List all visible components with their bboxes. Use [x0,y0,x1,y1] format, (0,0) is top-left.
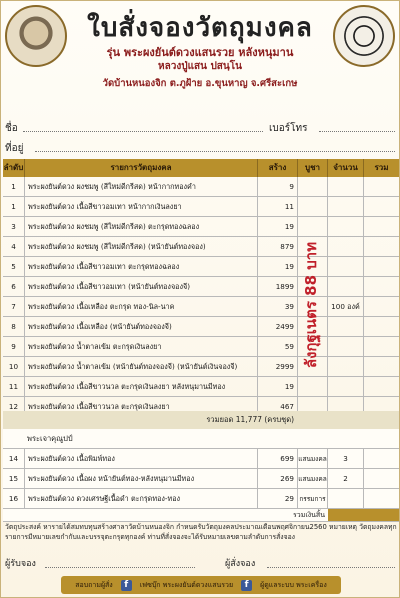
row-amount[interactable]: 3 [328,449,364,469]
table-row[interactable] [3,449,399,469]
row-made: 269 [258,469,298,489]
row-item: พระผงยันต์ดวง เนื้อสีขาวนวล ตะกรุดเงินลงยา หลังหนุมานมีทอง [25,377,258,397]
table-row[interactable] [3,317,399,337]
row-no: 8 [3,317,25,337]
col-item: รายการวัตถุมงคล [25,159,258,177]
amulet-series: รุ่น พระผงยันต์ดวงแสนรวย หลังหนุมาน [106,46,294,59]
row-total[interactable] [364,257,399,277]
row-made: 9 [258,177,298,197]
row-total[interactable] [364,357,399,377]
monk-portrait-icon [5,5,67,67]
row-item: พระผงยันต์ดวง เนื้อเหลือง ตะกรุด ทอง-นิล-นาค [25,297,258,317]
table-row[interactable] [3,217,399,237]
table-row[interactable] [3,177,399,197]
temple-address: วัดบ้านหนองจิก ต.ภูฝ้าย อ.ขุนหาญ จ.ศรีสะเกษ [102,78,298,89]
row-item: พระผงยันต์ดวง เนื้อผง หน้ายันต์ทอง-หลังหนุมานมีทอง [25,469,258,489]
row-made: 879 [258,237,298,257]
row-amount[interactable]: 2 [328,469,364,489]
row-total[interactable] [364,317,399,337]
section-title: พระเจาคุณูปป์ [27,434,73,443]
row-amount[interactable] [328,277,364,297]
row-no: 10 [3,357,25,377]
row-total[interactable] [364,177,399,197]
row-item: พระผงยันต์ดวง เนื้อสีขาวอมเทา (หน้ายันต์ทองจองจี) [25,277,258,297]
row-price: กรรมการ [298,489,328,509]
col-price: บูชา [298,159,328,177]
row-no: 9 [3,337,25,357]
monk-name: หลวงปู่แสน ปสนฺโน [158,61,242,72]
row-amount[interactable] [328,197,364,217]
table-row[interactable] [3,377,399,397]
row-no: 1 [3,197,25,217]
row-made: 29 [258,489,298,509]
subtotal-label: รวมยอด 11,777 (ครบชุด) [206,415,294,424]
row-made: 59 [258,337,298,357]
table-row[interactable] [3,237,399,257]
table-row[interactable] [3,337,399,357]
row-item: พระผงยันต์ดวง ดวงเศรษฐีเนื้อดำ ตะกรุดทอง-ทอง [25,489,258,509]
form-title: ใบสั่งจองวัตถุมงคล [87,13,313,43]
row-total[interactable] [364,197,399,217]
row-amount[interactable] [328,337,364,357]
notes-text: วัตถุประสงค์ หารายได้สมทบทุนสร้างศาลาวัดบ้านหนองจิก กำหนดรับวัตถุมงคลประมาณเดือนพฤศจิกายน2560 หมายเหตุ วัตถุมงคลทุกรายการมีหมายเลขกำกับและบรรจุตะกรุดทุกองค์ ท่านที่สั่งจองจะได้รับหมายเลขตามลำดับการสั่งจอง [5,523,397,541]
row-amount[interactable]: 100 องค์ [328,297,364,317]
table-row[interactable] [3,469,399,489]
row-no: 1 [3,177,25,197]
receiver-signature-label: ผู้รับจอง [5,559,36,569]
row-total[interactable] [364,277,399,297]
col-total: รวม [374,163,389,172]
row-made: 2999 [258,357,298,377]
row-total[interactable] [364,377,399,397]
grand-total-row [3,509,399,522]
table-header [3,159,399,177]
row-total[interactable] [364,237,399,257]
row-made: 2499 [258,317,298,337]
temple-seal-icon [333,5,395,67]
phone-field[interactable] [319,131,395,132]
row-price: แสนมงคล [298,469,328,489]
row-no: 11 [3,377,25,397]
orderer-signature-field[interactable] [267,567,395,568]
contact-footer [61,576,341,594]
grand-total-cell[interactable] [328,509,399,521]
row-item: พระผงยันต์ดวง เนื้อพิมพ์ทอง [25,449,258,469]
table-row[interactable] [3,297,399,317]
admin-label[interactable]: ผู้ดูแลระบบ พระเครื่อง [260,580,327,589]
section-row [3,429,399,449]
row-amount[interactable] [328,257,364,277]
row-made: 699 [258,449,298,469]
name-field[interactable] [23,131,263,132]
row-item: พระผงยันต์ดวง น้ำตาลเข้ม (หน้ายันต์ทองจองจี) (หน้ายันต์เงินจองจี) [25,357,258,377]
row-item: พระผงยันต์ดวง เนื้อเหลือง (หน้ายันต์ทองจองจี) [25,317,258,337]
set-price-label [298,207,324,403]
row-made: 19 [258,217,298,237]
row-amount[interactable] [328,357,364,377]
table-row[interactable] [3,489,399,509]
row-no: 3 [3,217,25,237]
address-field[interactable] [35,151,395,152]
row-made: 19 [258,257,298,277]
row-amount[interactable] [328,177,364,197]
row-total[interactable] [364,469,399,489]
row-amount[interactable] [328,217,364,237]
row-amount[interactable] [328,377,364,397]
row-total[interactable] [364,449,399,469]
row-total[interactable] [364,337,399,357]
row-item: พระผงยันต์ดวง เนื้อสีขาวอมเทา หน้ากากเงินลงยา [25,197,258,217]
address-label: ที่อยู่ [5,143,24,154]
table-row[interactable] [3,197,399,217]
row-no: 12 [3,397,25,417]
facebook-icon[interactable]: f [121,580,132,591]
row-price [298,177,328,197]
row-total[interactable] [364,217,399,237]
orderer-signature-label: ผู้สั่งจอง [225,559,256,569]
col-no: ลำดับ [3,159,25,177]
grand-total-label: รวมเงินสิ้น [293,511,325,519]
row-item: พระผงยันต์ดวง น้ำตาลเข้ม ตะกรุดเงินลงยา [25,337,258,357]
receiver-signature-field[interactable] [45,567,195,568]
row-amount[interactable] [328,489,364,509]
row-made: 467 [258,397,298,417]
row-total[interactable] [364,489,399,509]
row-item: พระผงยันต์ดวง เนื้อสีขาวอมเทา ตะกรุดทองฉลอง [25,257,258,277]
row-no: 6 [3,277,25,297]
subtotal-row [3,411,399,430]
table-row[interactable] [3,357,399,377]
facebook-icon[interactable]: f [241,580,252,591]
row-no: 14 [3,449,25,469]
name-label: ชื่อ [5,123,18,134]
row-no: 4 [3,237,25,257]
row-item: พระผงยันต์ดวง ผงชมพู (สีใหม่ดีกรีสด) ตะกรุดทองฉลอง [25,217,258,237]
row-item: พระผงยันต์ดวง ผงชมพู (สีใหม่ดีกรีสด) (หน้ายันต์ทองจอง) [25,237,258,257]
row-item: พระผงยันต์ดวง เนื้อสีขาวนวล ตะกรุดเงินลงยา [25,397,258,417]
facebook-page-label[interactable]: เฟซบุ๊ก พระผงยันต์ดวงแสนรวย [139,580,234,589]
row-made: 39 [258,297,298,317]
col-made: สร้าง [258,159,298,177]
row-total[interactable] [364,297,399,317]
row-made: 11 [258,197,298,217]
row-made: 19 [258,377,298,397]
col-amount: จำนวน [328,159,364,177]
set-price-text: ลังกุฐเนตร 88 บาท [302,241,320,369]
table-row[interactable] [3,257,399,277]
phone-label: เบอร์โทร [269,123,308,134]
row-made: 1899 [258,277,298,297]
row-no: 7 [3,297,25,317]
contact-label: สอบถามผู้สั่ง [75,580,113,589]
row-no: 5 [3,257,25,277]
row-amount[interactable] [328,237,364,257]
row-no: 16 [3,489,25,509]
row-amount[interactable] [328,317,364,337]
row-item: พระผงยันต์ดวง ผงชมพู (สีใหม่ดีกรีสด) หน้ากากทองคำ [25,177,258,197]
table-row[interactable] [3,277,399,297]
row-no: 15 [3,469,25,489]
row-price: แสนมงคล [298,449,328,469]
